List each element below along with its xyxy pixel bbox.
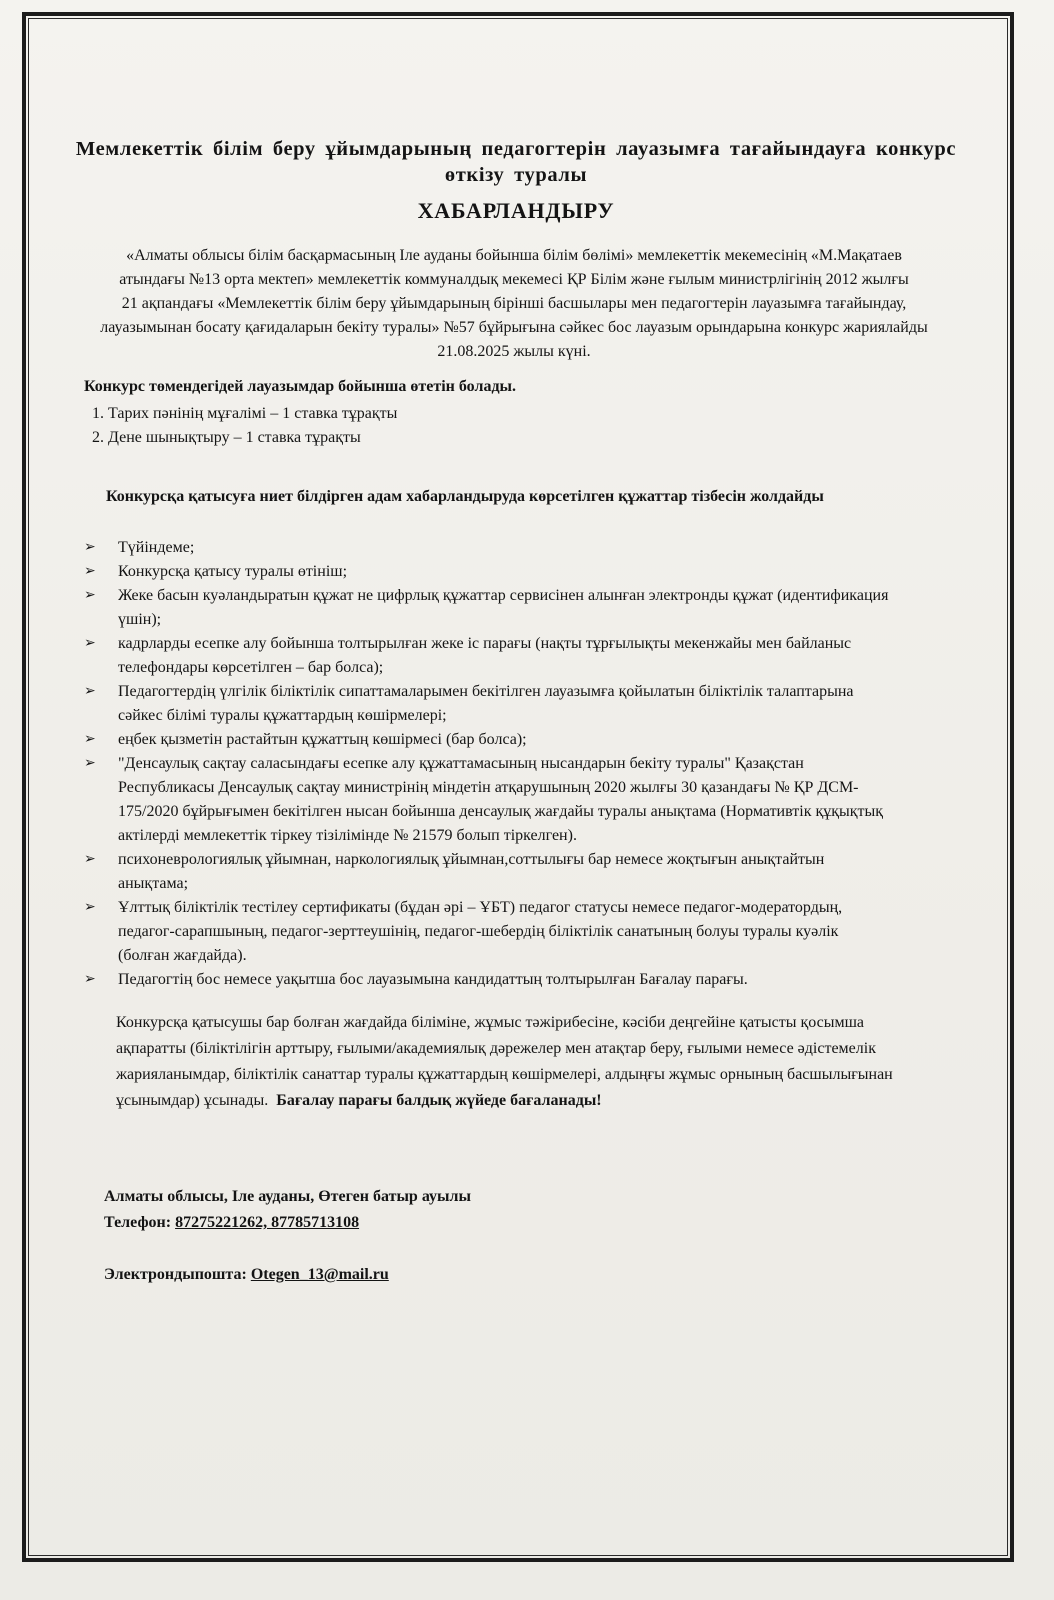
requirement-line: Түйіндеме; (118, 539, 195, 556)
title-line: Мемлекеттік білім беру ұйымдарының педагогтерін лауазымға тағайындауға конкурс (75, 138, 957, 160)
extra-line: жарияланымдар, біліктілік санаттар туралы құжаттардың көшірмелері, алдыңғы жұмыс орнының басшылығынан (116, 1066, 893, 1083)
bullet-arrow-icon: ➢ (84, 852, 96, 867)
contact-phone-row (104, 1210, 471, 1236)
extra-line-last (116, 1088, 893, 1114)
bullet-arrow-icon: ➢ (84, 540, 96, 555)
bullet-arrow-icon: ➢ (84, 684, 96, 699)
requirement-line: еңбек қызметін растайтын құжаттың көшірмесі (бар болса); (118, 731, 527, 748)
email-label: Электрондыпошта: (104, 1266, 247, 1283)
requirement-line: "Денсаулық сақтау саласындағы есепке алу құжаттамасының нысандарын бекіту туралы" Қазақстан (118, 755, 804, 772)
requirement-line: Педагогтердің үлгілік біліктілік сипаттамаларымен бекітілген лауазымға қойылатын біліктілік талаптарына (118, 683, 854, 700)
position-item: 1. Тарих пәнінің мұғалімі – 1 ставка тұрақты (92, 405, 398, 422)
title-line: өткізу туралы (444, 164, 588, 186)
bullet-arrow-icon: ➢ (84, 756, 96, 771)
requirement-line: Ұлттық біліктілік тестілеу сертификаты (бұдан әрі – ҰБТ) педагог статусы немесе педагог-модератордың, (118, 899, 843, 916)
intro-line: «Алматы облысы білім басқармасының Іле ауданы бойынша білім бөлімі» мемлекеттік мекемесінің «М.Мақатаев (126, 247, 902, 264)
contact-email-row (104, 1262, 471, 1288)
document-heading: ХАБАРЛАНДЫРУ (417, 198, 615, 223)
contact-address: Алматы облысы, Іле ауданы, Өтеген батыр ауылы (104, 1188, 471, 1205)
phone-numbers: 87275221262, 87785713108 (175, 1214, 360, 1231)
document-requirement-item (80, 896, 992, 968)
bullet-arrow-icon: ➢ (84, 972, 96, 987)
phone-label: Телефон: (104, 1214, 172, 1231)
document-requirement-item (80, 560, 992, 584)
document-requirement-item (80, 848, 992, 896)
intro-line: лауазымынан босату қағидаларын бекіту туралы» №57 бұйрығына сәйкес бос лауазым орындарына конкурс жариялайды (100, 319, 928, 336)
bullet-arrow-icon: ➢ (84, 900, 96, 915)
document-title (40, 136, 992, 188)
document-requirement-item (80, 632, 992, 680)
contact-spacer (104, 1236, 471, 1262)
contact-block (104, 1184, 471, 1288)
bullet-arrow-icon: ➢ (84, 588, 96, 603)
bullet-arrow-icon: ➢ (84, 564, 96, 579)
requirement-line: телефондары көрсетілген – бар болса); (118, 659, 384, 676)
requirement-line: Жеке басын куәландыратын құжат не цифрлық құжаттар сервисінен алынған электронды құжат (идентификация (118, 587, 889, 604)
document-requirement-item (80, 536, 992, 560)
extra-line: ақпаратты (біліктілігін арттыру, ғылыми/академиялық дәрежелер мен атақтар беру, ғылыми немесе әдістемелік (116, 1040, 876, 1057)
extra-last-text: ұсынымдар) ұсынады. (116, 1092, 269, 1109)
intro-line: 21.08.2025 жылы күні. (437, 343, 591, 360)
documents-list (80, 536, 992, 992)
intro-line: атындағы №13 орта мектеп» мемлекеттік коммуналдық мекемесі ҚР Білім және ғылым министрлігінің 2012 жылғы (119, 271, 909, 288)
extra-line: Конкурсқа қатысушы бар болған жағдайда біліміне, жұмыс тәжірибесіне, кәсіби деңгейіне қатысты қосымша (116, 1014, 865, 1031)
positions-list (92, 402, 397, 450)
document-requirement-item (80, 752, 992, 848)
document-requirement-item (80, 968, 992, 992)
requirement-line: Конкурсқа қатысу туралы өтініш; (118, 563, 348, 580)
additional-info (116, 1010, 893, 1114)
requirements-heading: Конкурсқа қатысуға ниет білдірген адам хабарландыруда көрсетілген құжаттар тізбесін жолдайды (106, 488, 824, 505)
bullet-arrow-icon: ➢ (84, 636, 96, 651)
document-requirement-item (80, 728, 992, 752)
evaluation-note: Бағалау парағы балдық жүйеде бағаланады! (276, 1092, 602, 1109)
requirement-line: анықтама; (118, 875, 189, 892)
email-link[interactable]: Otegen_13@mail.ru (250, 1266, 389, 1283)
requirement-line: сәйкес білімі туралы құжаттардың көшірмелері; (118, 707, 447, 724)
bullet-arrow-icon: ➢ (84, 732, 96, 747)
document-requirement-item (80, 584, 992, 632)
requirement-line: үшін); (118, 611, 162, 628)
position-item: 2. Дене шынықтыру – 1 ставка тұрақты (92, 429, 361, 446)
requirement-line: психоневрологиялық ұйымнан, наркологиялық ұйымнан,соттылығы бар немесе жоқтығын анықтайтын (118, 851, 825, 868)
intro-paragraph (40, 244, 988, 364)
requirement-line: Педагогтің бос немесе уақытша бос лауазымына кандидаттың толтырылған Бағалау парағы. (118, 971, 748, 988)
requirement-line: (болған жағдайда). (118, 947, 247, 964)
requirement-line: Республикасы Денсаулық сақтау министрінің міндетін атқарушының 2020 жылғы 30 қазандағы № ҚР ДСМ- (118, 779, 859, 796)
requirement-line: кадрларды есепке алу бойынша толтырылған жеке іс парағы (нақты тұрғылықты мекенжайы мен байланыс (118, 635, 852, 652)
requirement-line: 175/2020 бұйрығымен бекітілген нысан бойынша денсаулық жағдайы туралы анықтама (Нормативтік құқықтық (118, 803, 884, 820)
intro-line: 21 ақпандағы «Мемлекеттік білім беру ұйымдарының бірінші басшылары мен педагогтерін лауазымға тағайындау, (121, 295, 907, 312)
requirement-line: актілерді мемлекеттік тіркеу тізілімінде № 21579 болып тіркелген). (118, 827, 577, 844)
requirement-line: педагог-сарапшының, педагог-зерттеушінің, педагог-шебердің біліктілік санатының болуы туралы куәлік (118, 923, 839, 940)
positions-heading: Конкурс төмендегідей лауазымдар бойынша өтетін болады. (84, 378, 517, 395)
document-requirement-item (80, 680, 992, 728)
